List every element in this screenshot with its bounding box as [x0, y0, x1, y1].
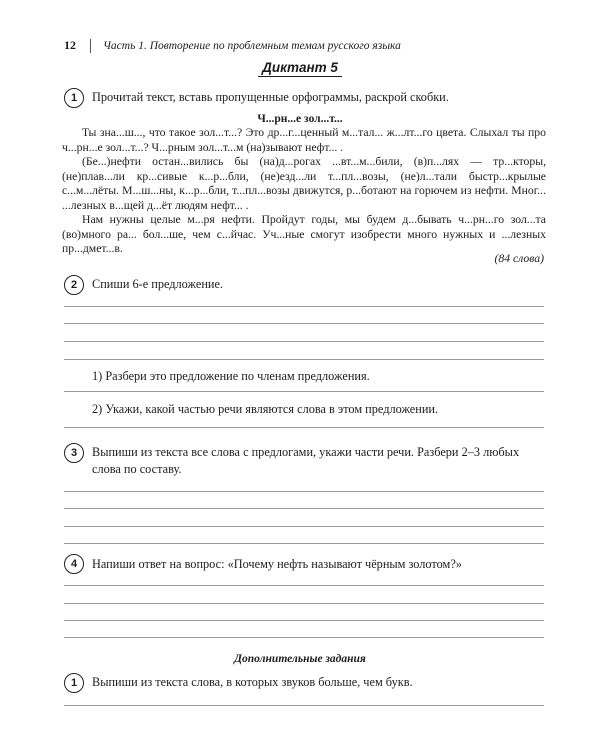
task-4-number: 4: [64, 554, 84, 574]
answer-line[interactable]: [64, 620, 544, 621]
answer-line[interactable]: [64, 526, 544, 527]
answer-line[interactable]: [64, 603, 544, 604]
extra-task-1-text: Выпиши из текста слова, в которых звуков больше, чем букв.: [92, 675, 413, 689]
answer-line[interactable]: [64, 359, 544, 360]
subtask-2: 2) Укажи, какой частью речи являются слова в этом предложении.: [92, 402, 439, 416]
page-title-text: Диктант 5: [258, 60, 342, 77]
task-2-number: 2: [64, 275, 84, 295]
task-4-text: Напиши ответ на вопрос: «Почему нефть называют чёрным золотом?»: [92, 557, 462, 571]
task-3-number: 3: [64, 443, 84, 463]
dictation-text: [62, 126, 546, 257]
dictation-title: Ч...рн...е зол...т...: [257, 113, 343, 125]
subtask-1: 1) Разбери это предложение по членам предложения.: [92, 369, 370, 383]
task-1-text: Прочитай текст, вставь пропущенные орфограммы, раскрой скобки.: [92, 90, 449, 104]
task-1-number: 1: [64, 88, 84, 108]
page-number: 12: [64, 38, 76, 52]
header-divider: [90, 39, 91, 53]
page-header: [64, 38, 401, 53]
task-2-text: Спиши 6-е предложение.: [92, 277, 224, 291]
answer-line[interactable]: [64, 491, 544, 492]
extra-tasks-title: Дополнительные задания: [234, 653, 366, 665]
answer-line[interactable]: [64, 637, 544, 638]
answer-line[interactable]: [64, 323, 544, 324]
page-title: [0, 60, 600, 75]
task-3-text: Выпиши из текста все слова с предлогами, укажи части речи. Разбери 2–3 любых слова по составу.: [92, 445, 520, 476]
extra-task-1-number: 1: [64, 673, 84, 693]
answer-line[interactable]: [64, 508, 544, 509]
answer-line[interactable]: [64, 391, 544, 392]
word-count: (84 слова): [494, 252, 544, 265]
running-title: Часть 1. Повторение по проблемным темам русского языка: [103, 39, 401, 52]
answer-line[interactable]: [64, 341, 544, 342]
answer-line[interactable]: [64, 306, 544, 307]
dictation-paragraph-1: Ты зна...ш..., что такое зол...т...? Это др...г...ценный м...тал... ж...лт...го цвета. Слыхал ты про ч...рн...е зол...т...? Ч...рным зол...т...м (на)зывают нефт... .: [62, 126, 546, 154]
dictation-paragraph-2: (Бе...)нефти остан...вились бы (на)д...рогах ...вт...м...били, (в)п...лях — тр...кторы, (не)плав...ли кр...сивые к...р...бли, (не)езд...ли т...пл...возы, (не)л...тали быстр...крылые с...м...лёты. М...ш...ны, к...р...бли, т...пл...возы движутся, р...ботают на горючем из нефти. Мног... ...лезных в...щей д...ёт людям нефт... .: [62, 155, 546, 212]
answer-line[interactable]: [64, 543, 544, 544]
dictation-paragraph-3: Нам нужны целые м...ря нефти. Пройдут годы, мы будем д...бывать ч...рн...го зол...та (во)много ра... бол...ше, чем с...йчас. Уч...ные смогут изобрести много нужных и ...лезных пр...дмет...в.: [62, 213, 546, 255]
answer-line[interactable]: [64, 427, 544, 428]
answer-line[interactable]: [64, 705, 544, 706]
answer-line[interactable]: [64, 585, 544, 586]
